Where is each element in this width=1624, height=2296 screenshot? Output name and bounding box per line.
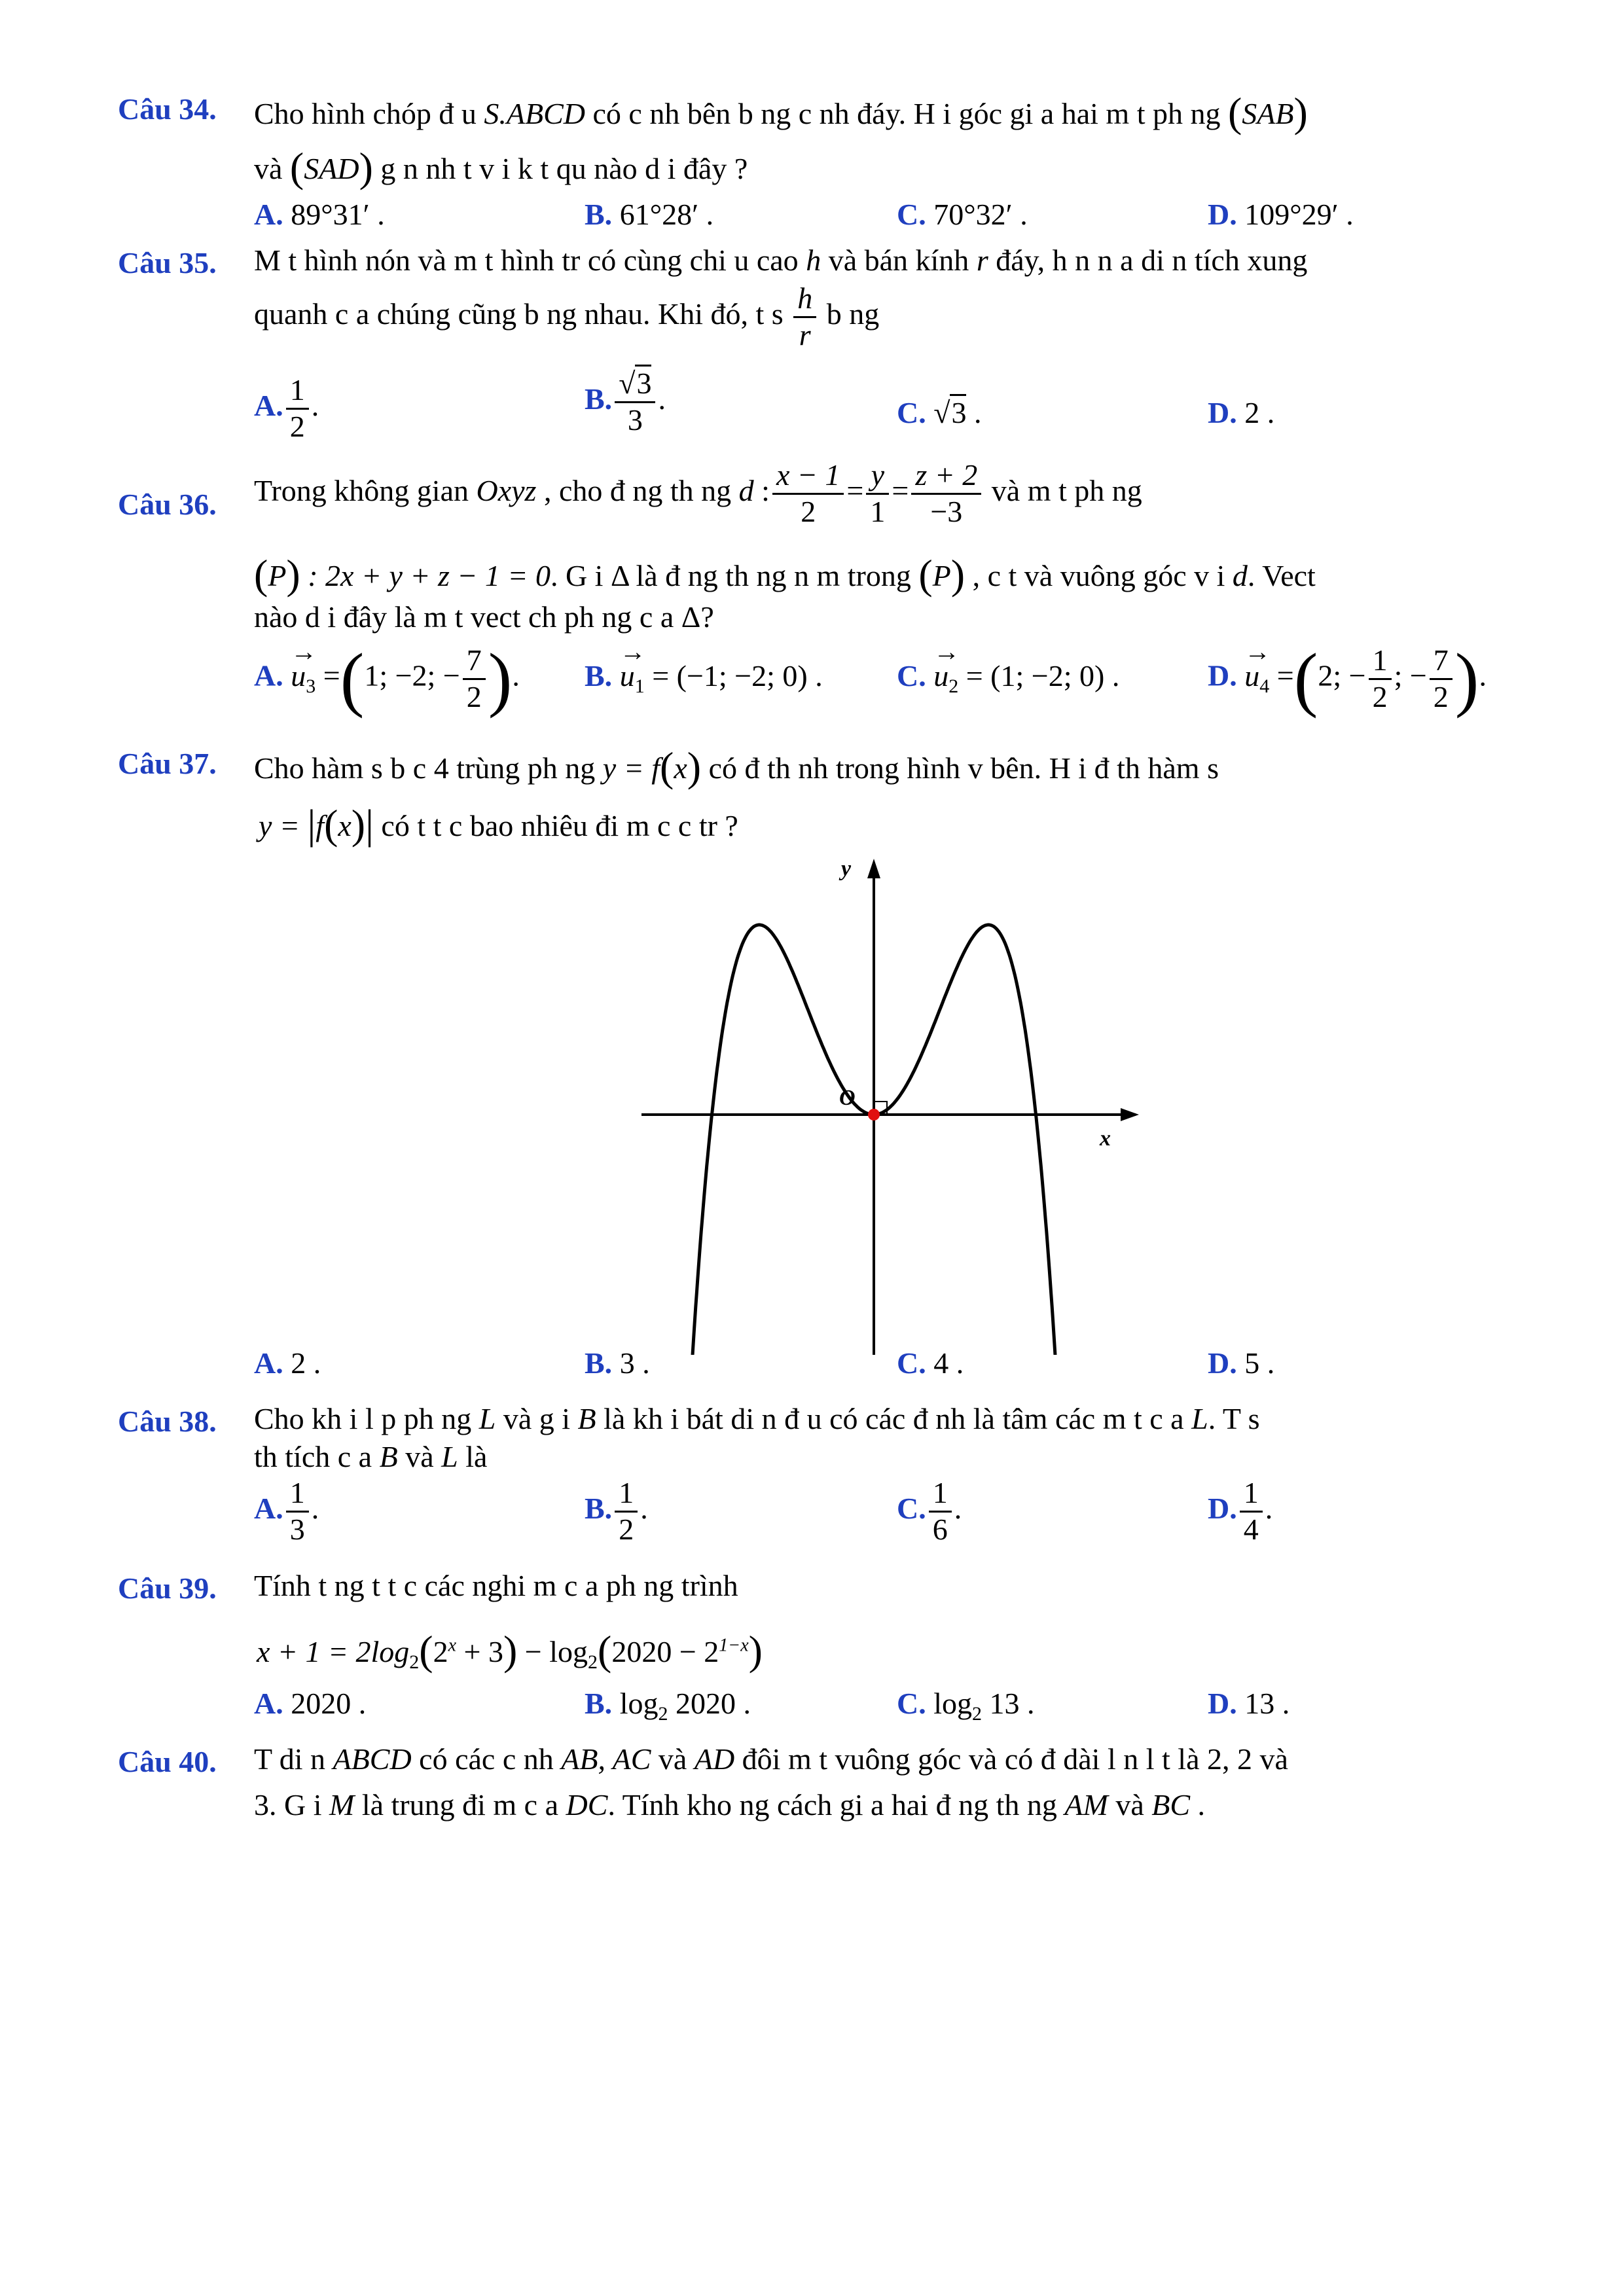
question-text: nào d i đây là m t vect ch ph ng c a Δ?: [254, 600, 714, 634]
option-a[interactable]: A. 89°31′ .: [254, 198, 385, 231]
option-d[interactable]: D. → $u_4 =(2$; − $\frac{1}{2}$ ; − $\frac{7}{2}$ ).: [1208, 643, 1487, 715]
question-text: Cho hàm s b c 4 trùng ph ng y = f(x) có đ th nh trong hình v bên. H i đ th hàm s: [254, 744, 1219, 790]
question-text: Cho hình chóp đ u S.ABCD có c nh bên b ng c nh đáy. H i góc gi a hai m t ph ng (SAB): [254, 89, 1308, 135]
option-c[interactable]: C. $\frac{1}{6}$ .: [897, 1476, 962, 1546]
equation: $x + 1 = 2\log_2(2^x + 3) - \log_2(2020 - 2^{1-x})$: [257, 1627, 763, 1674]
option-d[interactable]: D. 109°29′ .: [1208, 198, 1354, 231]
question-label: Câu 38.: [118, 1405, 217, 1438]
option-d[interactable]: D. 2 .: [1208, 396, 1275, 429]
origin-point: [868, 1109, 880, 1121]
option-c[interactable]: C. $\log_2 13$ .: [897, 1687, 1035, 1725]
option-c[interactable]: C. 70°32′ .: [897, 198, 1028, 231]
option-d[interactable]: D. 13 .: [1208, 1687, 1290, 1720]
question-label: Câu 37.: [118, 747, 217, 780]
option-b[interactable]: B. 61°28′ .: [585, 198, 714, 231]
option-a[interactable]: A. 2 .: [254, 1346, 321, 1380]
question-text: M t hình nón và m t hình tr có cùng chi u cao h và bán kính r đáy, h n n a di n tích xung: [254, 243, 1308, 277]
question-text: (P) : 2x + y + z − 1 = 0. G i Δ là đ ng th ng n m trong (P) , c t và vuông góc v i d. Vect: [254, 551, 1316, 598]
option-c[interactable]: C. → $u_2 = (1$; −2; 0) .: [897, 661, 1119, 696]
option-a[interactable]: A. $\frac{1}{2}$ .: [254, 373, 319, 443]
question-text: 3. G i M là trung đi m c a DC. Tính kho ng cách gi a hai đ ng th ng AM và BC .: [254, 1788, 1206, 1821]
option-b[interactable]: B. 3 .: [585, 1346, 650, 1380]
origin-label: O: [839, 1086, 856, 1110]
question-label: Câu 35.: [118, 246, 217, 279]
option-b[interactable]: B. $\frac{1}{2}$ .: [585, 1476, 648, 1546]
question-text: T di n ABCD có các c nh AB, AC và AD đôi m t vuông góc và có đ dài l n l t là 2, 2 và: [254, 1742, 1288, 1776]
option-a[interactable]: A. $\frac{1}{3}$ .: [254, 1476, 319, 1546]
question-label: Câu 40.: [118, 1745, 217, 1778]
function-graph: [641, 857, 1139, 1355]
question-text: th tích c a B và L là: [254, 1440, 488, 1473]
option-c[interactable]: C. √3 .: [897, 398, 981, 428]
y-axis-arrow-icon: [867, 859, 880, 878]
option-b[interactable]: B. → $u_1 = (-1$; −2; 0) .: [585, 661, 823, 696]
option-a[interactable]: A. 2020 .: [254, 1687, 367, 1720]
option-a[interactable]: A. → $u_3 =(1$; −2; − $\frac{7}{2}$ ).: [254, 643, 520, 715]
option-b[interactable]: B. $\frac{√3}{3}$ .: [585, 367, 666, 438]
option-d[interactable]: D. $\frac{1}{4}$ .: [1208, 1476, 1273, 1546]
option-c[interactable]: C. 4 .: [897, 1346, 964, 1380]
question-text: y = |f(x)| có t t c bao nhiêu đi m c c tr ?: [259, 801, 738, 848]
question-text: Trong không gian Oxyz , cho đ ng th ng d : $\frac{x - 1}{2}$ = $\frac{y}{1}$ = $\frac{z + 2}{-3}$ và m t ph ng: [254, 458, 1142, 528]
x-axis-label: x: [1100, 1126, 1111, 1151]
question-text: Cho kh i l p ph ng L và g i B là kh i bát di n đ u có các đ nh là tâm các m t c a L. T s: [254, 1402, 1260, 1435]
y-axis-label: y: [841, 857, 852, 881]
question-text: và (SAD) g n nh t v i k t qu nào d i đây ?: [254, 144, 748, 190]
question-label: Câu 39.: [118, 1571, 217, 1605]
x-axis-arrow-icon: [1121, 1108, 1139, 1121]
question-text: quanh c a chúng cũng b ng nhau. Khi đó, t s $\frac{h}{r}$ b ng: [254, 281, 880, 351]
option-b[interactable]: B. $\log_2 2020$ .: [585, 1687, 751, 1725]
option-d[interactable]: D. 5 .: [1208, 1346, 1275, 1380]
question-text: Tính t ng t t c các nghi m c a ph ng trình: [254, 1569, 738, 1602]
question-label: Câu 36.: [118, 488, 217, 521]
question-label: Câu 34.: [118, 92, 217, 126]
